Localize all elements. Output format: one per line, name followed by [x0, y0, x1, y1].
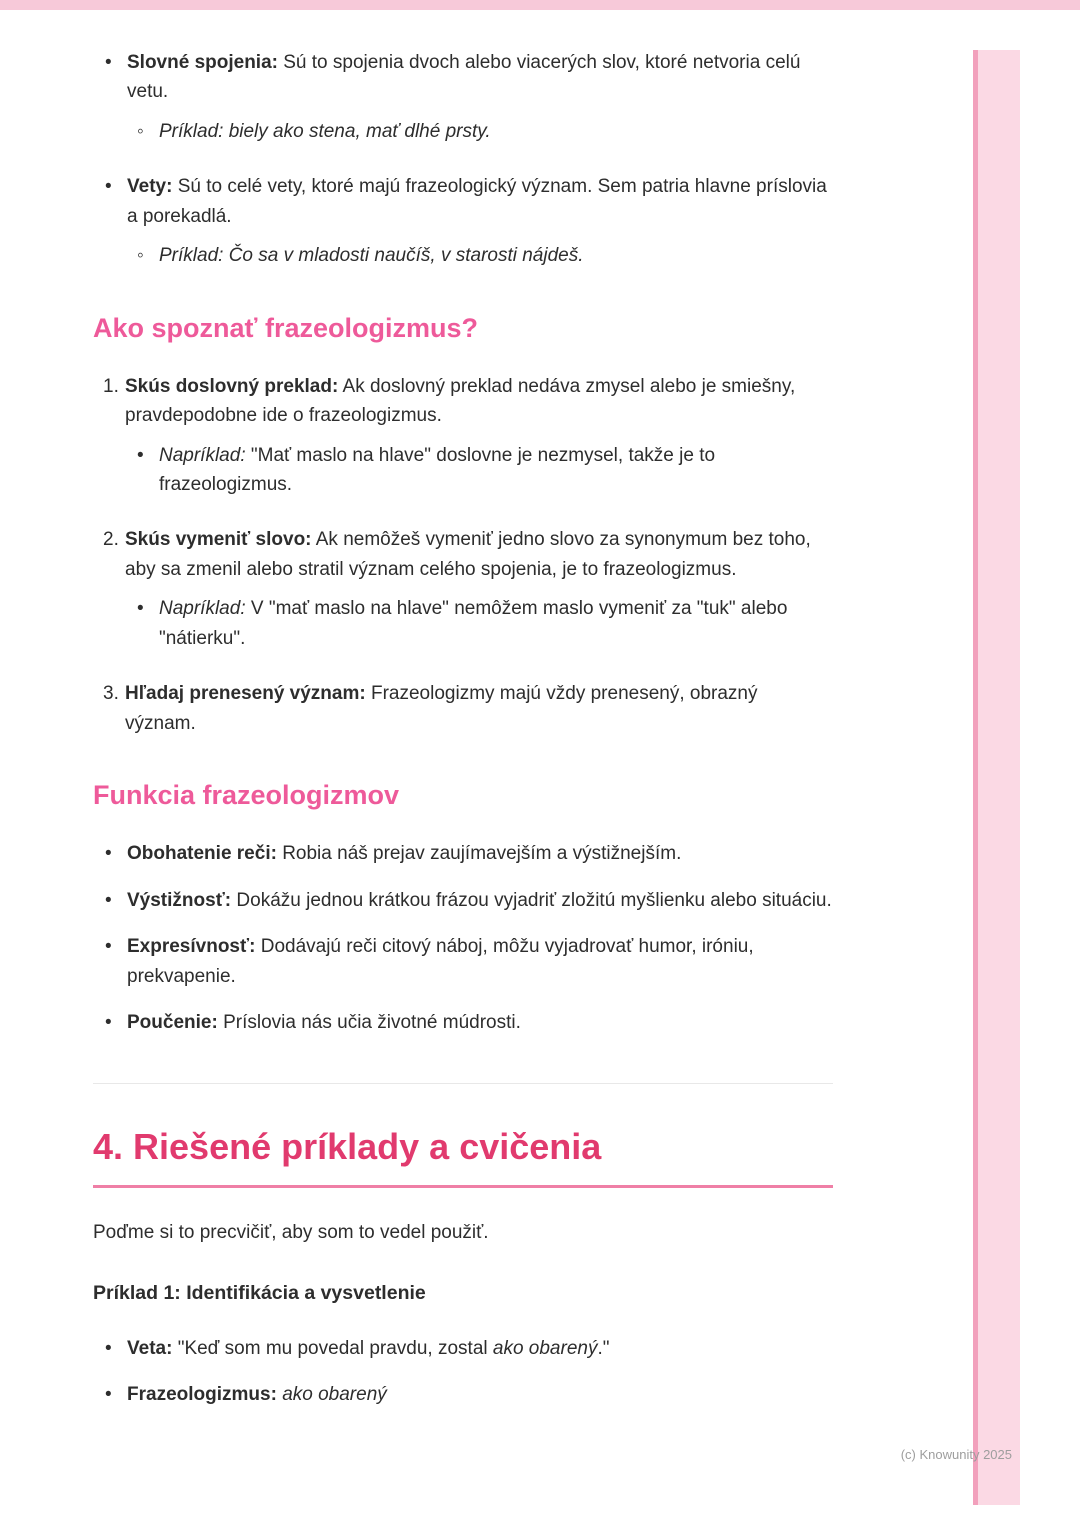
list-item-text [159, 241, 833, 270]
text-segment: Frazeologizmy majú vždy prenesený, obrazný význam. [125, 683, 758, 734]
text-segment: Vety: [127, 176, 173, 198]
list-item-text [125, 679, 833, 738]
list-item [93, 1380, 833, 1409]
bullet-marker: • [105, 936, 112, 958]
list-item [93, 117, 833, 146]
text-segment: Expresívnosť: [127, 936, 256, 958]
list-item [93, 839, 833, 868]
bullet-marker: • [137, 444, 144, 466]
subsection-heading: Ako spoznať frazeologizmus? [93, 312, 478, 343]
text-segment: ako obarený [492, 1338, 598, 1360]
list-item [93, 1334, 833, 1363]
list-item-text [127, 1380, 833, 1409]
document-body [93, 48, 833, 1427]
list-item [93, 48, 833, 107]
bullet-marker: • [105, 1011, 112, 1033]
list-item-text [159, 594, 833, 653]
list-number: 1. [103, 375, 119, 397]
text-segment: Sú to spojenia dvoch alebo viacerých slov, ktoré netvoria celú vetu. [127, 52, 801, 103]
list-item-text [125, 525, 833, 584]
text-segment: Príslovia nás učia životné múdrosti. [217, 1011, 521, 1033]
bullet-marker: • [105, 1338, 112, 1360]
list-item-text [159, 441, 833, 500]
right-accent-stripe [973, 50, 1020, 1505]
bullet-marker: • [105, 1384, 112, 1406]
list-number: 3. [103, 683, 119, 705]
text-segment: Obohatenie reči: [127, 843, 277, 865]
text-segment: Skús vymeniť slovo: [125, 529, 312, 551]
list-item [93, 441, 833, 500]
text-segment: ako obarený [282, 1384, 387, 1406]
list-item [93, 372, 833, 431]
list-item-text [159, 117, 833, 146]
text-segment: Dokážu jednou krátkou frázou vyjadriť zložitú myšlienku alebo situáciu. [231, 889, 832, 911]
list-item-text [127, 172, 833, 231]
text-segment: Veta: [127, 1338, 173, 1360]
list-number: 2. [103, 529, 119, 551]
list-item-text [127, 886, 833, 915]
bullet-marker: ◦ [137, 245, 144, 267]
divider [93, 1083, 833, 1084]
text-segment: Napríklad: [159, 444, 246, 466]
list-item [93, 172, 833, 231]
bullet-marker: • [105, 889, 112, 911]
text-segment: Poďme si to precvičiť, aby som to vedel použiť. [93, 1222, 489, 1244]
text-segment: Príklad: Čo sa v mladosti naučíš, v starosti nájdeš. [159, 245, 584, 267]
list-item [93, 886, 833, 915]
text-segment: Príklad: biely ako stena, mať dlhé prsty. [159, 120, 491, 142]
text-segment: Frazeologizmus: [127, 1384, 277, 1406]
text-segment: Poučenie: [127, 1011, 218, 1033]
list-item [93, 241, 833, 270]
text-segment: Dodávajú reči citový náboj, môžu vyjadrovať humor, iróniu, prekvapenie. [127, 936, 754, 987]
text-segment: "Keď som mu povedal pravdu, zostal [172, 1338, 493, 1360]
text-segment: Sú to celé vety, ktoré majú frazeologický význam. Sem patria hlavne príslovia a porekadlá. [127, 176, 827, 227]
list-item-text [127, 48, 833, 107]
text-segment: Napríklad: [159, 598, 246, 620]
bullet-marker: • [105, 843, 112, 865]
subsection-heading: Funkcia frazeologizmov [93, 780, 400, 811]
bullet-marker: • [137, 598, 144, 620]
text-segment: Výstižnosť: [127, 889, 232, 911]
list-item [93, 932, 833, 991]
bullet-marker: • [105, 176, 112, 198]
list-item-text [127, 1334, 833, 1363]
list-item-text [127, 932, 833, 991]
copyright-watermark: (c) Knowunity 2025 [900, 1447, 1012, 1462]
text-segment: Ak nemôžeš vymeniť jedno slovo za synonymum bez toho, aby sa zmenil alebo stratil význam celého spojenia, je to frazeologizmus. [125, 529, 811, 580]
text-segment: "Mať maslo na hlave" doslovne je nezmysel, takže je to frazeologizmus. [159, 444, 716, 496]
section-title: 4. Riešené príklady a cvičenia [93, 1124, 833, 1188]
example-heading: Príklad 1: Identifikácia a vysvetlenie [93, 1281, 426, 1304]
text-segment: ." [597, 1338, 610, 1360]
text-segment: Ak doslovný preklad nedáva zmysel alebo je smiešny, pravdepodobne ide o frazeologizmus. [125, 375, 796, 427]
top-accent-bar [0, 0, 1080, 10]
list-item-text [125, 372, 833, 431]
list-item-text [127, 839, 833, 868]
list-item [93, 679, 833, 738]
bullet-marker: • [105, 52, 112, 73]
text-segment: Robia náš prejav zaujímavejším a výstižnejším. [276, 843, 682, 865]
text-segment: V "mať maslo na hlave" nemôžem maslo vymeniť za "tuk" alebo "nátierku". [159, 598, 788, 649]
text-segment: Skús doslovný preklad: [125, 375, 339, 397]
list-item [93, 594, 833, 653]
list-item [93, 1008, 833, 1037]
bullet-marker: ◦ [137, 120, 144, 142]
text-segment: Slovné spojenia: [127, 52, 278, 73]
text-segment: Hľadaj prenesený význam: [125, 683, 366, 705]
list-item [93, 525, 833, 584]
list-item-text [127, 1008, 833, 1037]
paragraph [93, 1218, 833, 1247]
